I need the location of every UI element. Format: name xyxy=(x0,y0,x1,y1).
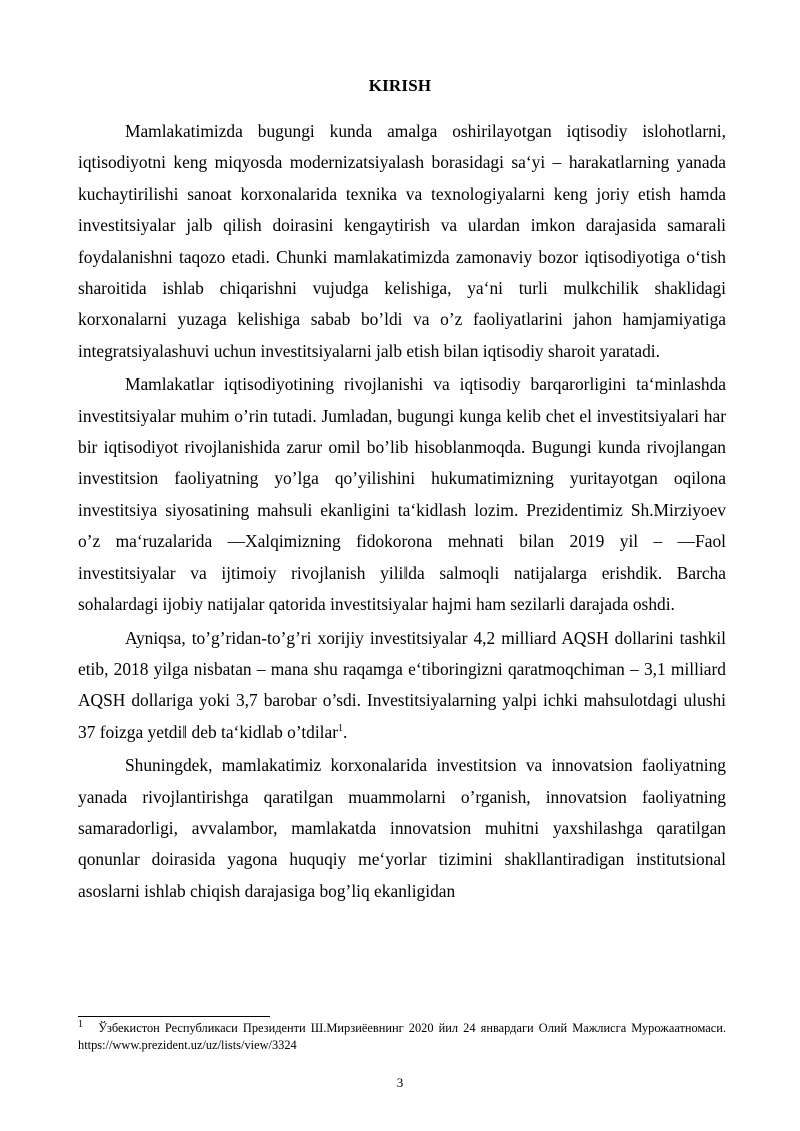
page-number: 3 xyxy=(396,1075,404,1090)
footnote-reference[interactable]: 1 xyxy=(338,722,344,734)
footnote xyxy=(78,1020,726,1054)
footnote-marker: 1 xyxy=(78,1018,83,1030)
paragraph-1: Mamlakatimizda bugungi kunda amalga oshirilayotgan iqtisodiy islohotlarni, iqtisodiyotni keng miqyosda modernizatsiyalash borasidagi sa‘yi – harakatlarning yanada kuchaytirilishi sanoat korxonalarida texnika va texnologiyalarni keng joriy etish hamda investitsiyalar jalb qilish doirasini kengaytirish va ulardan imkon darajasida samarali foydalanishni taqozo etadi. Chunki mamlakatimizda zamonaviy bozor iqtisodiyotiga o‘tish sharoitida ishlab chiqarishni vujudga kelishiga, ya‘ni turli mulkchilik shaklidagi korxonalarni yuzaga kelishiga sabab bo’ldi va o’z faoliyatlarini jahon hamjamiyatiga integratsiyalashuvi uchun investitsiyalarni jalb etish bilan iqtisodiy sharoit yaratadi. xyxy=(78,121,726,361)
page-title: KIRISH xyxy=(368,76,432,95)
footnote-text: Ўзбекистон Республикаси Президенти Ш.Мирзиёевнинг 2020 йил 24 январдаги Олий Мажлисга Мурожаатномаси. https://www.prezident.uz/uz/lists/view/3324 xyxy=(78,1021,726,1052)
body-text xyxy=(78,116,726,909)
paragraph-3-text: Ayniqsa, to’g’ridan-to’g’ri xorijiy investitsiyalar 4,2 milliard AQSH dollarini tashkil etib, 2018 yilga nisbatan – mana shu raqamga e‘tiboringizni qaratmoqchiman – 3,1 milliard AQSH dollariga yoki 3,7 barobar o’sdi. Investitsiyalarning yalpi ichki mahsulotdagi ulushi 37 foizga yetdi‖ deb ta‘kidlab o’tdilar xyxy=(78,627,726,742)
paragraph-2: Mamlakatlar iqtisodiyotining rivojlanishi va iqtisodiy barqarorligini ta‘minlashda investitsiyalar muhim o’rin tutadi. Jumladan, bugungi kunga kelib chet el investitsiyalari har bir iqtisodiyot rivojlanishida zarur omil bo’lib hisoblanmoqda. Bugungi kunda rivojlangan investitsion faoliyatning yo’lga qo’yilishini hukumatimizning yuritayotgan oqilona investitsiya siyosatining mahsuli ekanligini ta‘kidlash lozim. Prezidentimiz Sh.Mirziyoev o’z ma‘ruzalarida ―Xalqimizning fidokorona mehnati bilan 2019 yil – ―Faol investitsiyalar va ijtimoiy rivojlanish yili‖da salmoqli natijalarga erishdik. Barcha sohalardagi ijobiy natijalar qatorida investitsiyalar hajmi ham sezilarli darajada oshdi. xyxy=(78,374,726,615)
footnote-separator xyxy=(78,1016,270,1017)
paragraph-3-end: . xyxy=(343,721,348,742)
paragraph-4: Shuningdek, mamlakatimiz korxonalarida investitsion va innovatsion faoliyatning yanada rivojlantirishga qaratilgan muammolarni o’rganish, innovatsion faoliyatning samaradorligi, avvalambor, mamlakatda innovatsion muhitni yaxshilashga qaratilgan qonunlar doirasida yagona huquqiy me‘yorlar tizimini shakllantiradigan institutsional asoslarni ishlab chiqish darajasiga bog’liq ekanligidan xyxy=(78,755,726,901)
paragraph-3 xyxy=(78,623,726,749)
